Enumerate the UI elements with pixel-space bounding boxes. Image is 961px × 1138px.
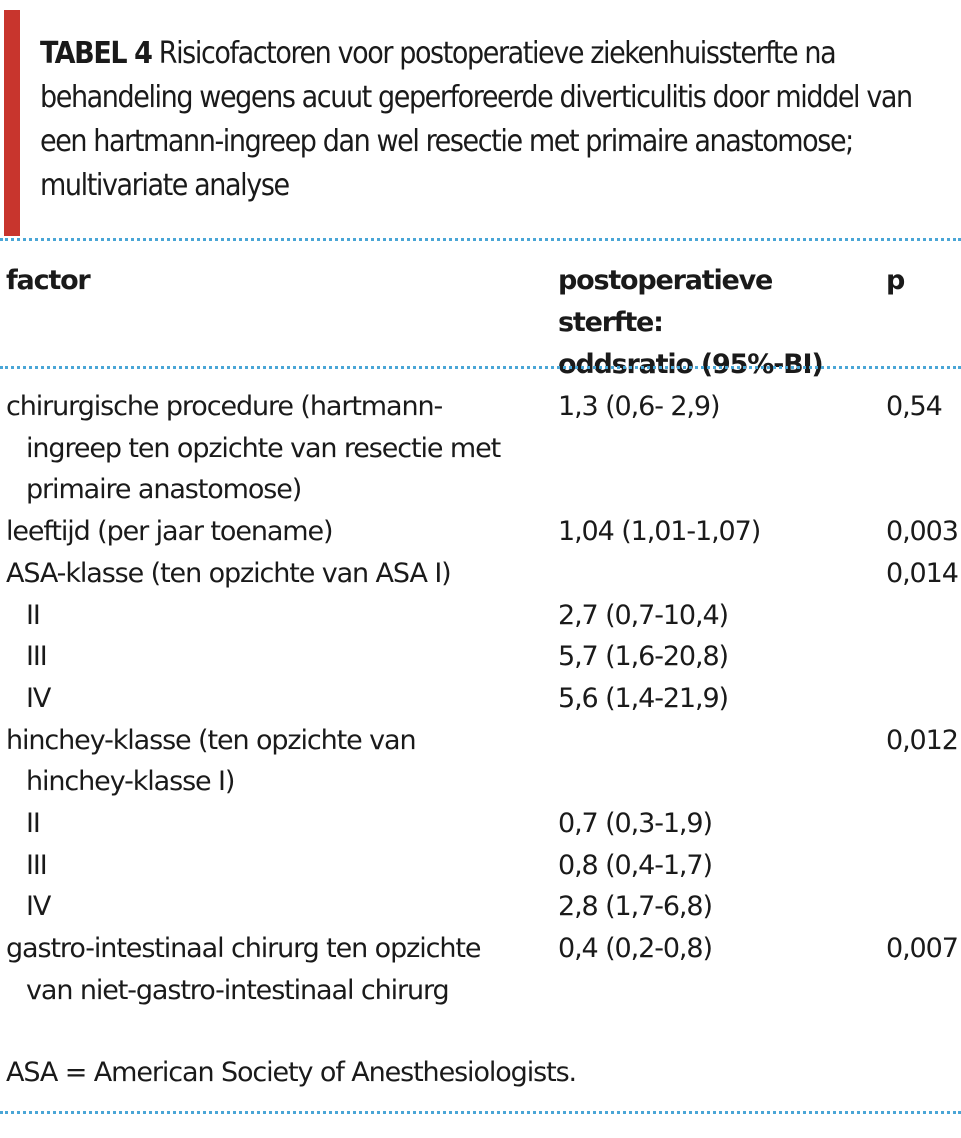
table-body bbox=[0, 386, 961, 1012]
header-oddsratio-line1: postoperatieve sterfte: bbox=[558, 265, 773, 338]
table-row bbox=[0, 636, 961, 678]
cell-factor: gastro-intestinaal chirurg ten opzichte van niet-gastro-intestinaal chirurg bbox=[6, 933, 481, 1006]
cell-oddsratio: 0,4 (0,2-0,8) bbox=[558, 933, 712, 965]
table-row bbox=[0, 803, 961, 845]
table-title bbox=[40, 32, 940, 208]
bottom-divider bbox=[0, 1111, 961, 1114]
cell-factor: hinchey-klasse (ten opzichte van hinchey-klasse I) bbox=[6, 724, 416, 798]
cell-p: 0,014 bbox=[886, 557, 958, 589]
cell-p: 0,54 bbox=[886, 391, 942, 422]
cell-p: 0,007 bbox=[886, 933, 958, 965]
cell-factor: II bbox=[26, 599, 40, 631]
cell-factor: II bbox=[26, 808, 40, 840]
cell-oddsratio: 0,8 (0,4-1,7) bbox=[558, 849, 712, 881]
header-oddsratio-line2: oddsratio (95%-BI) bbox=[558, 349, 823, 380]
table-row bbox=[0, 886, 961, 928]
header-p: p bbox=[886, 265, 905, 296]
accent-bar bbox=[4, 10, 20, 236]
cell-oddsratio: 5,6 (1,4-21,9) bbox=[558, 682, 728, 714]
table-caption: Risicofactoren voor postoperatieve ziekenhuissterfte na behandeling wegens acuut geperforeerde diverticulitis door middel van een hartmann-ingreep dan wel resectie met primaire anastomose; multivariate analyse bbox=[40, 36, 912, 203]
cell-factor: IV bbox=[26, 891, 51, 923]
table-row bbox=[0, 845, 961, 887]
top-divider bbox=[0, 238, 961, 241]
cell-factor: IV bbox=[26, 682, 51, 714]
cell-oddsratio: 5,7 (1,6-20,8) bbox=[558, 641, 728, 673]
cell-oddsratio: 2,8 (1,7-6,8) bbox=[558, 891, 712, 923]
cell-factor: III bbox=[26, 641, 47, 673]
table-row bbox=[0, 386, 961, 511]
table-row bbox=[0, 720, 961, 803]
table-row bbox=[0, 928, 961, 1011]
cell-oddsratio: 1,04 (1,01-1,07) bbox=[558, 516, 761, 548]
cell-factor: chirurgische procedure (hartmann-ingreep ten opzichte van resectie met primaire anastomose) bbox=[6, 391, 501, 506]
table-row bbox=[0, 553, 961, 595]
table-number: TABEL 4 bbox=[40, 36, 152, 71]
header-divider bbox=[0, 366, 961, 369]
cell-factor: leeftijd (per jaar toename) bbox=[6, 516, 333, 548]
cell-oddsratio: 1,3 (0,6- 2,9) bbox=[558, 391, 720, 422]
table-row bbox=[0, 511, 961, 553]
cell-factor: ASA-klasse (ten opzichte van ASA I) bbox=[6, 557, 451, 589]
table-row bbox=[0, 678, 961, 720]
cell-oddsratio: 2,7 (0,7-10,4) bbox=[558, 599, 728, 631]
header-factor: factor bbox=[6, 265, 90, 296]
cell-oddsratio: 0,7 (0,3-1,9) bbox=[558, 808, 712, 840]
footnote: ASA = American Society of Anesthesiologists. bbox=[6, 1057, 577, 1088]
cell-p: 0,003 bbox=[886, 516, 958, 548]
table-row bbox=[0, 595, 961, 637]
cell-p: 0,012 bbox=[886, 724, 958, 756]
cell-factor: III bbox=[26, 849, 47, 881]
